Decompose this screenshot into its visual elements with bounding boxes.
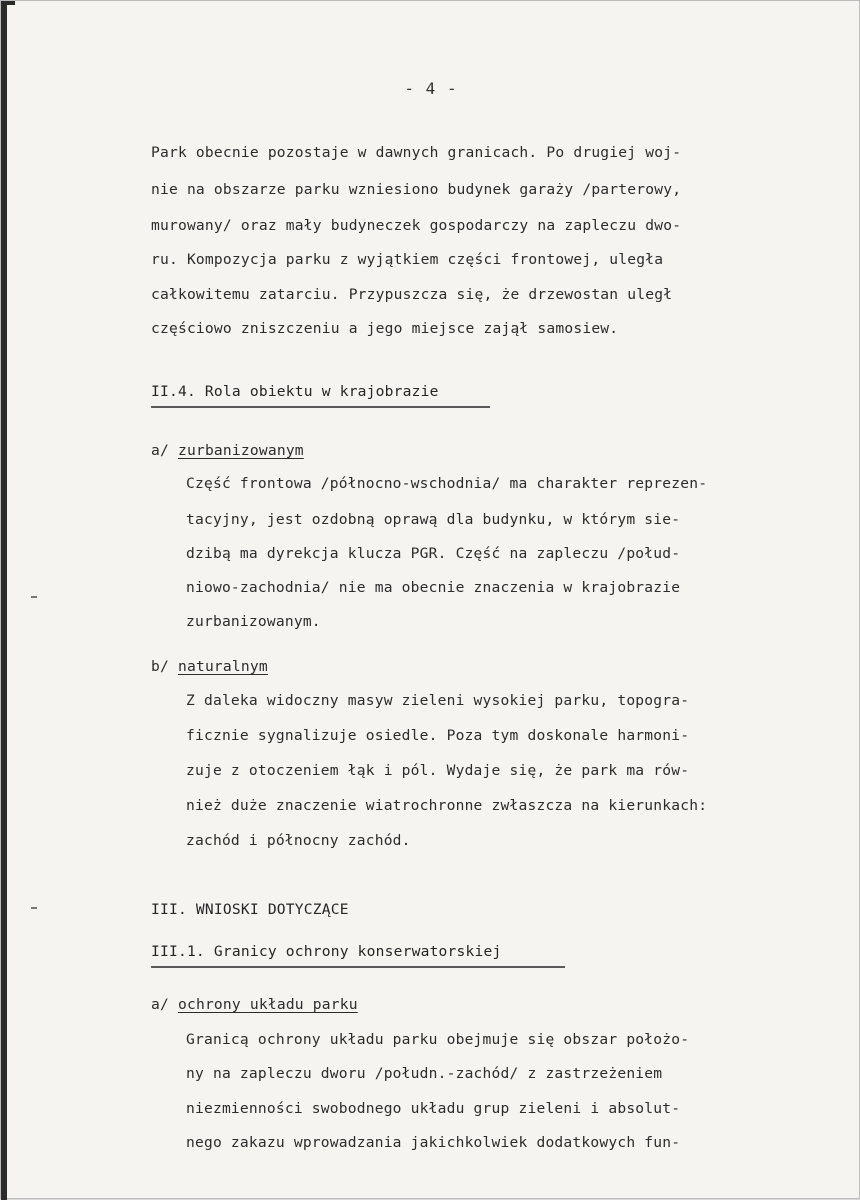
list-marker: a/	[151, 996, 169, 1013]
scan-mark	[31, 907, 37, 909]
scan-edge-top	[1, 1, 15, 5]
body-line: tacyjny, jest ozdobną oprawą dla budynku, w którym sie-	[186, 511, 681, 528]
list-marker: a/	[151, 442, 169, 459]
subsection-a	[151, 442, 304, 459]
intro-line: częściowo zniszczeniu a jego miejsce zajął samosiew.	[151, 320, 619, 337]
body-line: dzibą ma dyrekcja klucza PGR. Część na zapleczu /połud-	[186, 545, 681, 562]
intro-line: nie na obszarze parku wzniesiono budynek garaży /parterowy,	[151, 181, 682, 198]
body-line: niowo-zachodnia/ nie ma obecnie znaczenia w krajobrazie	[186, 579, 681, 596]
subsection-title: naturalnym	[177, 658, 268, 675]
scan-edge-left	[1, 1, 7, 1200]
body-line: zurbanizowanym.	[186, 613, 321, 630]
subsection-title: zurbanizowanym	[177, 442, 304, 459]
list-marker: b/	[151, 658, 169, 675]
body-line: Część frontowa /północno-wschodnia/ ma charakter reprezen-	[186, 475, 708, 492]
subsection-heading: III.1. Granicy ochrony konserwatorskiej	[151, 943, 502, 960]
intro-line: murowany/ oraz mały budyneczek gospodarczy na zapleczu dwo-	[151, 217, 682, 234]
body-line: ficznie sygnalizuje osiedle. Poza tym doskonale harmoni-	[186, 727, 690, 744]
section-heading: II.4. Rola obiektu w krajobrazie	[151, 383, 439, 400]
body-line: nego zakazu wprowadzania jakichkolwiek dodatkowych fun-	[186, 1134, 681, 1151]
subsection-title: ochrony układu parku	[177, 996, 358, 1013]
intro-line: całkowitemu zatarciu. Przypuszcza się, że drzewostan uległ	[151, 286, 673, 303]
body-line: ny na zapleczu dworu /połudn.-zachód/ z zastrzeżeniem	[186, 1065, 663, 1082]
subsection-b	[151, 658, 268, 675]
heading-underline	[151, 966, 565, 968]
page-number: - 4 -	[404, 79, 458, 98]
body-line: Granicą ochrony układu parku obejmuje się obszar położo-	[186, 1031, 690, 1048]
body-line: niezmienności swobodnego układu grup zieleni i absolut-	[186, 1100, 681, 1117]
body-line: nież duże znaczenie wiatrochronne zwłaszcza na kierunkach:	[186, 797, 708, 814]
section-heading: III. WNIOSKI DOTYCZĄCE	[151, 901, 349, 918]
scan-mark	[31, 596, 37, 598]
subsection-a	[151, 996, 358, 1013]
heading-underline	[151, 406, 490, 408]
intro-line: ru. Kompozycja parku z wyjątkiem części frontowej, uległa	[151, 251, 664, 268]
body-line: zuje z otoczeniem łąk i pól. Wydaje się, że park ma rów-	[186, 762, 690, 779]
intro-line: Park obecnie pozostaje w dawnych granicach. Po drugiej woj-	[151, 144, 682, 161]
body-line: zachód i północny zachód.	[186, 832, 411, 849]
body-line: Z daleka widoczny masyw zieleni wysokiej parku, topogra-	[186, 692, 690, 709]
